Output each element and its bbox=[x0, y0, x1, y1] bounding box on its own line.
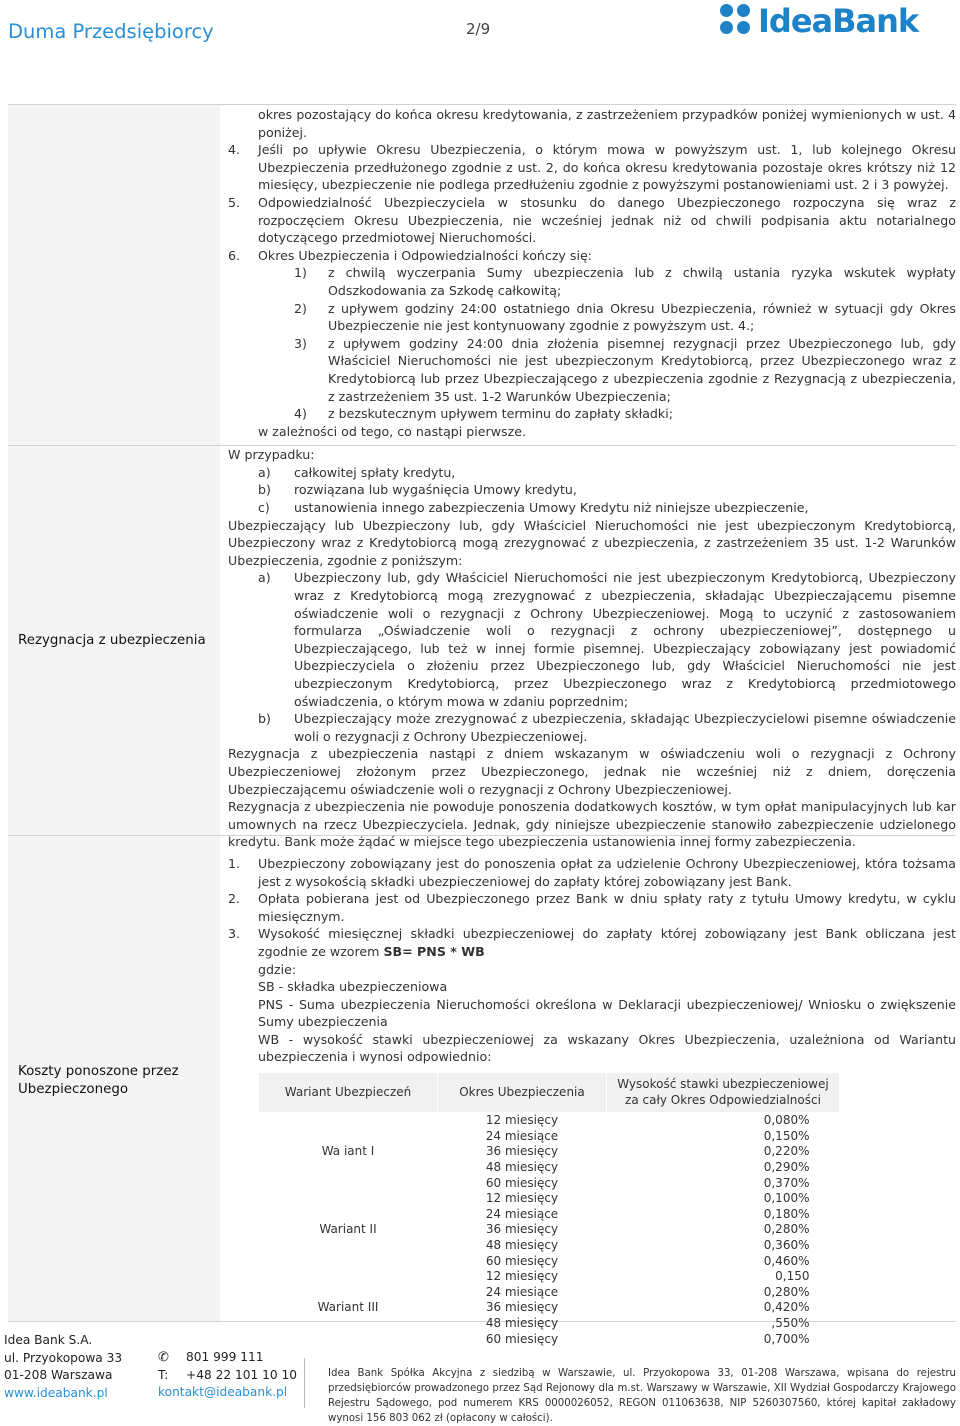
period-cell: 24 miesiące bbox=[485, 1128, 559, 1143]
list-item: a) Ubezpieczony lub, gdy Właściciel Nieruchomości nie jest ubezpieczonym Kredytobiorcą, Ubezpieczony wraz z Kredytobiorcą mogą zrezygnować z ubezpieczenia, składając Ubezpieczającemu pisemne oświadczenie woli o rezygnacji z Ochrony Ubezpieczeniowej. Mogą to uczynić z zastosowaniem formularza „Oświadczenie woli o rezygnacji z ochrony ubezpieczeniowej”, dostępnego u Ubezpieczającego, lub też w innej formie pisemnej. Ubezpieczający zobowiązany jest powiadomić Ubezpieczyciela o złożeniu przez Ubezpieczonego lub, gdy Właściciel Nieruchomości nie jest ubezpieczonym Kredytobiorcą, przez Ubezpieczonego wraz z Kredytobiorcą przedmiotowego oświadczenia, o którym mowa w zdaniu poprzednim; bbox=[258, 570, 956, 709]
page-header bbox=[0, 0, 960, 75]
rate-cell: 0,180% bbox=[763, 1206, 810, 1221]
section-label-rezygnacja: Rezygnacja z ubezpieczenia bbox=[18, 633, 206, 648]
paragraph: Rezygnacja z ubezpieczenia nie powoduje ponoszenia dodatkowych kosztów, w tym opłat manipulacyjnych lub kar umownych na rzecz Ubezpieczyciela. Jednak, gdy niniejsze ubezpieczenie stanowiło zabezpieczenie udzielonego kredytu. Bank może żądać w miejsce tego ubezpieczenia ustanowienia innej formy zabezpieczenia. bbox=[228, 799, 956, 850]
column-header: Okres Ubezpieczenia bbox=[438, 1073, 607, 1113]
page-number: 2/9 bbox=[466, 20, 491, 38]
period-cell: 12 miesięcy bbox=[485, 1191, 559, 1206]
list-item: 5. Odpowiedzialność Ubezpieczyciela w stosunku do danego Ubezpieczonego rozpoczyna się wraz z rozpoczęciem Okresu Ubezpieczenia, nie wcześniej jednak niż od chwili podpisania aktu notarialnego dotyczącego przedmiotowej Nieruchomości. bbox=[228, 194, 956, 246]
period-cell: 60 miesięcy bbox=[485, 1175, 559, 1190]
rate-cell: 0,280% bbox=[763, 1222, 810, 1237]
column-header: Wariant Ubezpieczeń bbox=[259, 1073, 438, 1113]
page-footer bbox=[0, 1326, 960, 1424]
paragraph: gdzie: bbox=[258, 961, 297, 977]
list-item: b) rozwiązana lub wygaśnięcia Umowy kredytu, bbox=[258, 482, 577, 498]
rate-cell: 0,360% bbox=[763, 1238, 810, 1252]
period-cell: 36 miesięcy bbox=[485, 1222, 559, 1237]
list-item: 2. Opłata pobierana jest od Ubezpieczonego przez Bank w dniu spłaty raty z tytułu Umowy kredytu, w cyklu miesięcznym. bbox=[228, 891, 956, 924]
list-item: 6. Okres Ubezpieczenia i Odpowiedzialności kończy się: bbox=[228, 247, 592, 263]
period-cell: 24 miesiące bbox=[485, 1206, 559, 1221]
rate-cell: 0,150% bbox=[763, 1128, 810, 1143]
footer-city: 01-208 Warszawa bbox=[4, 1368, 113, 1382]
document-title: Duma Przedsiębiorcy bbox=[8, 20, 214, 43]
paragraph: WB - wysokość stawki ubezpieczeniowej za wskazany Okres Ubezpieczenia, uzależniona od Wariantu ubezpieczenia i wynosi odpowiednio: bbox=[258, 1031, 956, 1065]
table-header-row bbox=[259, 1073, 840, 1113]
rate-cell: ,550% bbox=[771, 1315, 810, 1330]
list-item: c) ustanowienia innego zabezpieczenia Umowy Kredytu niż niniejsze ubezpieczenie, bbox=[258, 500, 809, 516]
phone-icon: ✆ bbox=[158, 1350, 169, 1365]
paragraph: W przypadku: bbox=[228, 447, 315, 463]
table-row bbox=[259, 1191, 840, 1207]
paragraph: w zależności od tego, co nastąpi pierwsze. bbox=[258, 423, 526, 439]
intro-text: okres pozostający do końca okresu kredytowania, z zastrzeżeniem przypadków poniżej wymienionych w ust. 4 poniżej. bbox=[258, 107, 956, 140]
paragraph: SB - składka ubezpieczeniowa bbox=[258, 979, 448, 995]
rate-cell: 0,280% bbox=[763, 1284, 810, 1299]
list-item: 1. Ubezpieczony zobowiązany jest do ponoszenia opłat za udzielenie Ochrony Ubezpieczeniowej, która tożsama jest z wysokością składki ubezpieczeniowej do zapłaty której zobowiązany jest Bank. bbox=[228, 855, 956, 889]
rate-cell: 0,420% bbox=[763, 1300, 810, 1315]
list-item: b) Ubezpieczający może zrezygnować z ubezpieczenia, składając Ubezpieczycielowi pisemne oświadczenie woli o rezygnacji z Ochrony Ubezpieczeniowej. bbox=[258, 711, 956, 744]
period-cell: 48 miesięcy bbox=[485, 1315, 559, 1330]
period-cell: 36 miesięcy bbox=[485, 1144, 559, 1159]
logo-text: IdeaBank bbox=[758, 2, 919, 40]
list-item: 3) z upływem godziny 24:00 dnia złożenia pisemnej rezygnacji przez Ubezpieczonego lub, gdy Właściciel Nieruchomości nie jest ubezpieczonym Kredytobiorcą, przez Ubezpieczonego wraz z Kredytobiorcą lub przez Ubezpieczającego z ubezpieczenia zgodnie z Rezygnacją z ubezpieczenia, z zastrzeżeniem 35 ust. 1-2 Warunków Ubezpieczenia; bbox=[294, 335, 956, 404]
rate-cell: 0,370% bbox=[763, 1175, 810, 1190]
footer-divider bbox=[304, 1358, 305, 1408]
rate-cell: 0,700% bbox=[763, 1331, 810, 1346]
table-row bbox=[259, 1269, 840, 1285]
period-cell: 24 miesiące bbox=[485, 1284, 559, 1299]
period-cell: 36 miesięcy bbox=[485, 1300, 559, 1315]
list-item: a) całkowitej spłaty kredytu, bbox=[258, 464, 456, 480]
rate-cell: 0,290% bbox=[763, 1160, 810, 1175]
section-label-koszty: Koszty ponoszone przez Ubezpieczonego bbox=[18, 1064, 179, 1097]
rate-cell: 0,150 bbox=[775, 1269, 810, 1284]
period-cell: 48 miesięcy bbox=[485, 1238, 559, 1252]
paragraph: PNS - Suma ubezpieczenia Nieruchomości określona w Deklaracji ubezpieczeniowej/ Wniosku o zwiększenie Sumy ubezpieczenia bbox=[258, 996, 956, 1030]
footer-phone1: 801 999 111 bbox=[186, 1350, 264, 1364]
period-cell: 12 miesięcy bbox=[485, 1269, 559, 1284]
list-item: 3. Wysokość miesięcznej składki ubezpieczeniowej do zapłaty której zobowiązany jest Bank obliczana jest zgodnie ze wzorem SB= PNS * WB bbox=[228, 926, 956, 959]
footer-email-link[interactable]: kontakt@ideabank.pl bbox=[158, 1385, 288, 1399]
logo-dots-icon bbox=[720, 4, 754, 38]
rate-cell: 0,460% bbox=[763, 1253, 810, 1268]
list-item: 1) z chwilą wyczerpania Sumy ubezpieczenia lub z chwilą ustania ryzyka wskutek wypłaty Odszkodowania za Szkodę całkowitą; bbox=[294, 265, 956, 298]
paragraph: Rezygnacja z ubezpieczenia nastąpi z dniem wskazanym w oświadczeniu woli o rezygnacji z Ochrony Ubezpieczeniowej złożonym przez Ubezpieczonego, jednak nie wcześniej niż z dniem, doręczenia Ubezpieczającemu oświadczenie woli o rezygnacji z Ochrony Ubezpieczeniowej. bbox=[228, 746, 956, 797]
footer-legal-text: Idea Bank Spółka Akcyjna z siedzibą w Warszawie, ul. Przyokopowa 33, 01-208 Warszawa, wpisana do rejestru przedsiębiorców prowadzonego przez Sąd Rejonowy dla m.st. Warszawy w Warszawie, XII Wydział Gospodarczy Krajowego Rejestru Sądowego, pod numerem KRS 0000026052, REGON 011063638, NIP 5260307560, której kapitał zakładowy wynosi 156 803 062 zł (opłacony w całości). bbox=[328, 1368, 956, 1424]
main-content bbox=[228, 104, 956, 1347]
rate-cell: 0,220% bbox=[763, 1144, 810, 1159]
rates-table bbox=[258, 1072, 840, 1347]
period-cell: 60 miesięcy bbox=[485, 1253, 559, 1268]
footer-street: ul. Przyokopowa 33 bbox=[4, 1350, 123, 1365]
variant-cell: Wa iant I bbox=[321, 1144, 375, 1159]
period-cell: 60 miesięcy bbox=[485, 1331, 559, 1346]
sidebar bbox=[8, 104, 220, 1322]
formula: SB= PNS * WB bbox=[383, 943, 485, 959]
table-row bbox=[259, 1113, 840, 1129]
footer-phone-label: T: bbox=[158, 1367, 169, 1382]
footer-company: Idea Bank S.A. bbox=[4, 1333, 93, 1347]
footer-website-link[interactable]: www.ideabank.pl bbox=[4, 1385, 108, 1400]
period-cell: 12 miesięcy bbox=[485, 1113, 559, 1128]
rate-cell: 0,080% bbox=[763, 1113, 810, 1128]
variant-cell: Wariant III bbox=[317, 1300, 379, 1315]
column-header: Wysokość stawki ubezpieczeniowej za cały Okres Odpowiedzialności bbox=[607, 1073, 840, 1113]
period-cell: 48 miesięcy bbox=[485, 1160, 559, 1175]
idea-bank-logo bbox=[720, 2, 918, 40]
footer-phone2: +48 22 101 10 10 bbox=[186, 1367, 298, 1382]
variant-cell: Wariant II bbox=[319, 1222, 377, 1237]
list-item: 2) z upływem godziny 24:00 ostatniego dnia Okresu Ubezpieczenia, również w sytuacji gdy Okres Ubezpieczenie nie jest kontynuowany zgodnie z powyższym ust. 4.; bbox=[294, 300, 956, 334]
paragraph: Ubezpieczający lub Ubezpieczony lub, gdy Właściciel Nieruchomości nie jest ubezpieczonym Kredytobiorcą, Ubezpieczony wraz z Kredytobiorcą mogą zrezygnować z ubezpieczenia, z zastrzeżeniem 35 ust. 1-2 Warunków Ubezpieczenia, zgodnie z poniższym: bbox=[228, 517, 956, 568]
list-item: 4) z bezskutecznym upływem terminu do zapłaty składki; bbox=[294, 406, 673, 422]
list-item: 4. Jeśli po upływie Okresu Ubezpieczenia, o którym mowa w powyższym ust. 1, lub kolejnego Okresu Ubezpieczenia przedłużonego zgodnie z ust. 2, do końca okresu kredytowania pozostaje okres krótszy niż 12 miesięcy, ubezpieczenie nie podlega przedłużeniu zgodnie z powyższymi postanowieniami ust. 2 i 3 powyżej. bbox=[228, 142, 956, 193]
rate-cell: 0,100% bbox=[763, 1191, 810, 1206]
